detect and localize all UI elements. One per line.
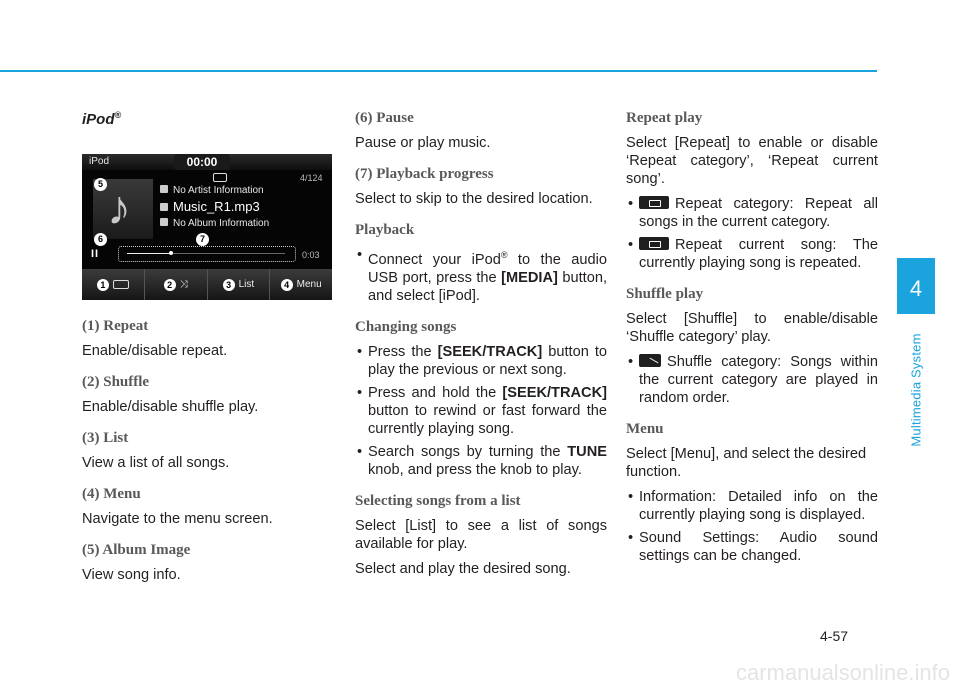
screen-button-bar	[82, 269, 332, 300]
callout-5: 5	[94, 178, 107, 191]
text-album-image: View song info.	[82, 567, 181, 583]
ipod-screen-illustration	[82, 154, 332, 300]
callout-7: 7	[196, 233, 209, 246]
heading-pause: (6) Pause	[355, 110, 414, 126]
text-selecting-2: Select and play the desired song.	[355, 560, 571, 577]
text-repeat: Enable/disable repeat.	[82, 343, 228, 359]
heading-changing-songs: Changing songs	[355, 318, 457, 335]
shuffle-play-list	[626, 353, 878, 407]
heading-playback-progress: (7) Playback progress	[355, 166, 494, 182]
repeat-button[interactable]: 1	[82, 269, 145, 300]
list-item: • Repeat category: Repeat all songs in the current category.	[626, 195, 878, 231]
list-button[interactable]: 3 List	[208, 269, 271, 300]
album-icon	[160, 218, 168, 226]
column-3	[626, 110, 878, 571]
text-menu-section: Select [Menu], and select the desired function.	[626, 446, 867, 480]
repeat-category-icon	[639, 196, 669, 209]
text-shuffle-play: Select [Shuffle] to enable/disable ‘Shuffle category’ play.	[626, 311, 878, 345]
heading-selecting-songs: Selecting songs from a list	[355, 492, 521, 509]
column-2	[355, 110, 607, 585]
song-title: Music_R1.mp3	[160, 199, 260, 214]
chapter-tab: 4	[897, 258, 935, 314]
screen-clock: 00:00	[174, 154, 230, 170]
list-item: • Information: Detailed info on the currently playing song is displayed.	[626, 488, 878, 524]
pause-button[interactable]: II	[91, 248, 100, 260]
menu-list	[626, 488, 878, 565]
text-pause: Pause or play music.	[355, 135, 491, 151]
repeat-indicator-icon	[213, 173, 227, 182]
list-item: • Press the [SEEK/TRACK] button to play the previous or next song.	[355, 343, 607, 379]
heading-shuffle-play: Shuffle play	[626, 286, 704, 302]
person-icon	[160, 185, 168, 193]
heading-list: (3) List	[82, 430, 129, 446]
screen-source-label: iPod	[89, 156, 110, 167]
elapsed-time: 0:03	[302, 250, 320, 260]
ipod-section-title: iPod®	[82, 110, 122, 128]
playback-progress-bar[interactable]	[118, 246, 296, 262]
shuffle-button[interactable]: 2 ⤨	[145, 269, 208, 300]
heading-menu-section: Menu	[626, 421, 664, 437]
music-note-icon: ♪	[107, 182, 131, 235]
chapter-title: Multimedia System	[908, 333, 924, 447]
text-list: View a list of all songs.	[82, 455, 230, 471]
artist-info: No Artist Information	[160, 185, 264, 196]
changing-songs-list	[355, 343, 607, 479]
heading-album-image: (5) Album Image	[82, 542, 191, 558]
heading-repeat: (1) Repeat	[82, 318, 149, 334]
album-info: No Album Information	[160, 218, 269, 229]
repeat-song-icon	[639, 237, 669, 250]
text-menu: Navigate to the menu screen.	[82, 511, 273, 527]
progress-handle[interactable]	[169, 251, 173, 255]
list-item: • Shuffle category: Songs within the current category are played in random order.	[626, 353, 878, 407]
menu-button[interactable]: 4 Menu	[270, 269, 332, 300]
top-rule	[0, 70, 877, 72]
disc-icon	[160, 203, 168, 211]
list-item: • Repeat current song: The currently playing song is repeated.	[626, 236, 878, 272]
list-item: • Press and hold the [SEEK/TRACK] button to rewind or fast forward the currently playing song.	[355, 384, 607, 438]
playback-list	[355, 246, 607, 305]
heading-menu: (4) Menu	[82, 486, 141, 502]
text-repeat-play: Select [Repeat] to enable or disable ‘Repeat category’, ‘Repeat current song’.	[626, 135, 878, 187]
text-playback-progress: Select to skip to the desired location.	[355, 191, 593, 207]
list-item: • Search songs by turning the TUNE knob, and press the knob to play.	[355, 443, 607, 479]
callout-6: 6	[94, 233, 107, 246]
shuffle-category-icon	[639, 354, 661, 367]
heading-playback: Playback	[355, 222, 415, 238]
repeat-icon	[113, 280, 129, 289]
column-1	[82, 110, 334, 591]
watermark: carmanualsonline.info	[735, 660, 950, 685]
page-number: 4-57	[820, 628, 849, 644]
list-item: • Connect your iPod® to the audio USB port, press the [MEDIA] button, and select [iPod].	[355, 246, 607, 305]
text-selecting-1: Select [List] to see a list of songs available for play.	[355, 517, 607, 552]
text-shuffle: Enable/disable shuffle play.	[82, 399, 259, 415]
track-count: 4/124	[300, 173, 323, 183]
heading-repeat-play: Repeat play	[626, 110, 703, 126]
repeat-play-list	[626, 195, 878, 272]
shuffle-icon: ⤨	[179, 279, 188, 290]
heading-shuffle: (2) Shuffle	[82, 374, 150, 390]
progress-fill	[127, 253, 171, 254]
list-item: • Sound Settings: Audio sound settings can be changed.	[626, 529, 878, 565]
